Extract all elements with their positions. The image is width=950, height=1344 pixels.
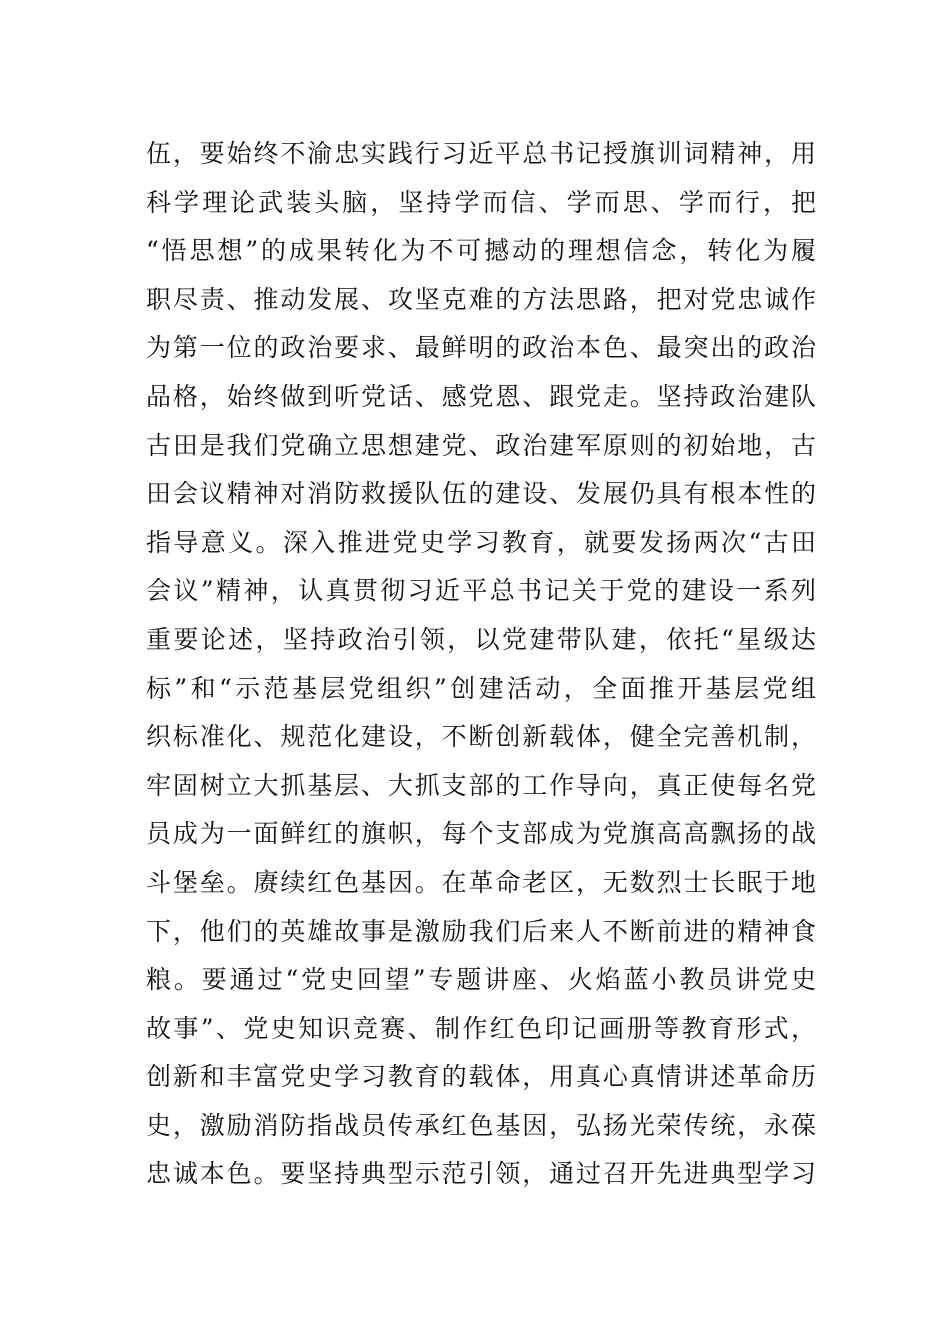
text-line: “悟思想”的成果转化为不可撼动的理想信念，转化为履 bbox=[146, 236, 816, 266]
text-line: 品格，始终做到听党话、感党恩、跟党走。坚持政治建队 bbox=[146, 381, 816, 411]
text-line: 指导意义。深入推进党史学习教育，就要发扬两次“古田 bbox=[146, 527, 816, 557]
text-line: 创新和丰富党史学习教育的载体，用真心真情讲述革命历 bbox=[146, 1062, 816, 1092]
text-line: 为第一位的政治要求、最鲜明的政治本色、最突出的政治 bbox=[146, 333, 816, 363]
text-line: 粮。要通过“党史回望”专题讲座、火焰蓝小教员讲党史 bbox=[146, 965, 816, 995]
text-line: 田会议精神对消防救援队伍的建设、发展仍具有根本性的 bbox=[146, 479, 816, 509]
text-line: 忠诚本色。要坚持典型示范引领，通过召开先进典型学习 bbox=[146, 1159, 816, 1189]
text-line: 史，激励消防指战员传承红色基因，弘扬光荣传统，永葆 bbox=[146, 1110, 816, 1140]
text-line: 下，他们的英雄故事是激励我们后来人不断前进的精神食 bbox=[146, 916, 816, 946]
text-line: 织标准化、规范化建设，不断创新载体，健全完善机制， bbox=[146, 722, 816, 752]
text-line: 科学理论武装头脑，坚持学而信、学而思、学而行，把 bbox=[146, 187, 816, 217]
text-line: 会议”精神，认真贯彻习近平总书记关于党的建设一系列 bbox=[146, 576, 816, 606]
text-line: 职尽责、推动发展、攻坚克难的方法思路，把对党忠诚作 bbox=[146, 284, 816, 314]
text-line: 古田是我们党确立思想建党、政治建军原则的初始地，古 bbox=[146, 430, 816, 460]
text-line: 重要论述，坚持政治引领，以党建带队建，依托“星级达 bbox=[146, 624, 816, 654]
text-line: 员成为一面鲜红的旗帜，每个支部成为党旗高高飘扬的战 bbox=[146, 819, 816, 849]
text-line: 故事”、党史知识竞赛、制作红色印记画册等教育形式， bbox=[146, 1013, 816, 1043]
body-text bbox=[146, 130, 816, 1199]
text-line: 伍，要始终不渝忠实践行习近平总书记授旗训词精神，用 bbox=[146, 139, 816, 168]
text-line: 标”和“示范基层党组织”创建活动，全面推开基层党组 bbox=[146, 673, 816, 703]
text-line: 斗堡垒。赓续红色基因。在革命老区，无数烈士长眠于地 bbox=[146, 867, 816, 897]
text-line: 牢固树立大抓基层、大抓支部的工作导向，真正使每名党 bbox=[146, 770, 816, 800]
